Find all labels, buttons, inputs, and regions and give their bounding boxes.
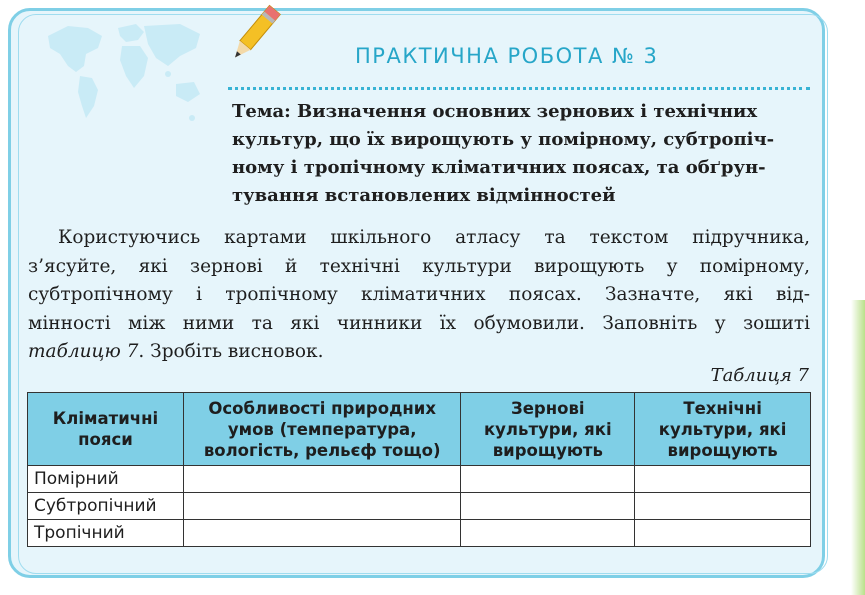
page-title: ПРАКТИЧНА РОБОТА № 3 bbox=[355, 44, 659, 68]
topic-heading bbox=[232, 98, 810, 210]
topic-line: Тема: Визначення основних зернових і технічних bbox=[232, 101, 758, 122]
crops-table bbox=[27, 392, 811, 547]
task-instructions bbox=[28, 224, 810, 367]
instruction-line bbox=[28, 338, 810, 367]
page-edge-decoration bbox=[851, 300, 865, 595]
table-row bbox=[28, 493, 811, 520]
topic-line: тування встановлених відмінностей bbox=[232, 185, 616, 206]
table-cell bbox=[461, 520, 635, 547]
table-cell bbox=[635, 466, 811, 493]
table-cell bbox=[183, 466, 460, 493]
header-natural-conditions: Особливості природних умов (температура, вологість, рельєф тощо) bbox=[183, 393, 460, 466]
topic-line: культур, що їх вирощують у помірному, субтропіч- bbox=[232, 129, 775, 150]
zone-cell: Субтропічний bbox=[28, 493, 184, 520]
zone-cell: Помірний bbox=[28, 466, 184, 493]
table-cell bbox=[635, 493, 811, 520]
instruction-line: мінності між ними та які чинники їх обумовили. Заповніть у зошиті bbox=[28, 312, 810, 334]
table-row bbox=[28, 520, 811, 547]
header-industrial-crops: Технічні культури, які вирощують bbox=[635, 393, 811, 466]
table-caption: Таблиця 7 bbox=[710, 365, 809, 386]
instruction-line: з’ясуйте, які зернові й технічні культури вирощують у помірному, bbox=[28, 255, 810, 277]
table-cell bbox=[461, 466, 635, 493]
table-reference: таблицю 7 bbox=[28, 341, 139, 362]
table-row bbox=[28, 466, 811, 493]
instruction-line: Користуючись картами шкільного атласу та текстом підручника, bbox=[58, 227, 810, 248]
topic-line: ному і тропічному кліматичних поясах, та обґрун- bbox=[232, 157, 766, 178]
header-climate-zones: Кліматичні пояси bbox=[28, 393, 184, 466]
table-header-row bbox=[28, 393, 811, 466]
table-cell bbox=[183, 520, 460, 547]
dotted-divider bbox=[228, 87, 810, 90]
instruction-tail: . Зробіть висновок. bbox=[138, 341, 324, 362]
instruction-line: субтропічному і тропічному кліматичних поясах. Зазначте, які від- bbox=[28, 284, 810, 305]
zone-cell: Тропічний bbox=[28, 520, 184, 547]
table-cell bbox=[635, 520, 811, 547]
table-cell bbox=[461, 493, 635, 520]
pencil-icon bbox=[218, 0, 288, 72]
table-cell bbox=[183, 493, 460, 520]
header-grain-crops: Зернові культури, які вирощують bbox=[461, 393, 635, 466]
world-map-icon bbox=[40, 14, 210, 134]
